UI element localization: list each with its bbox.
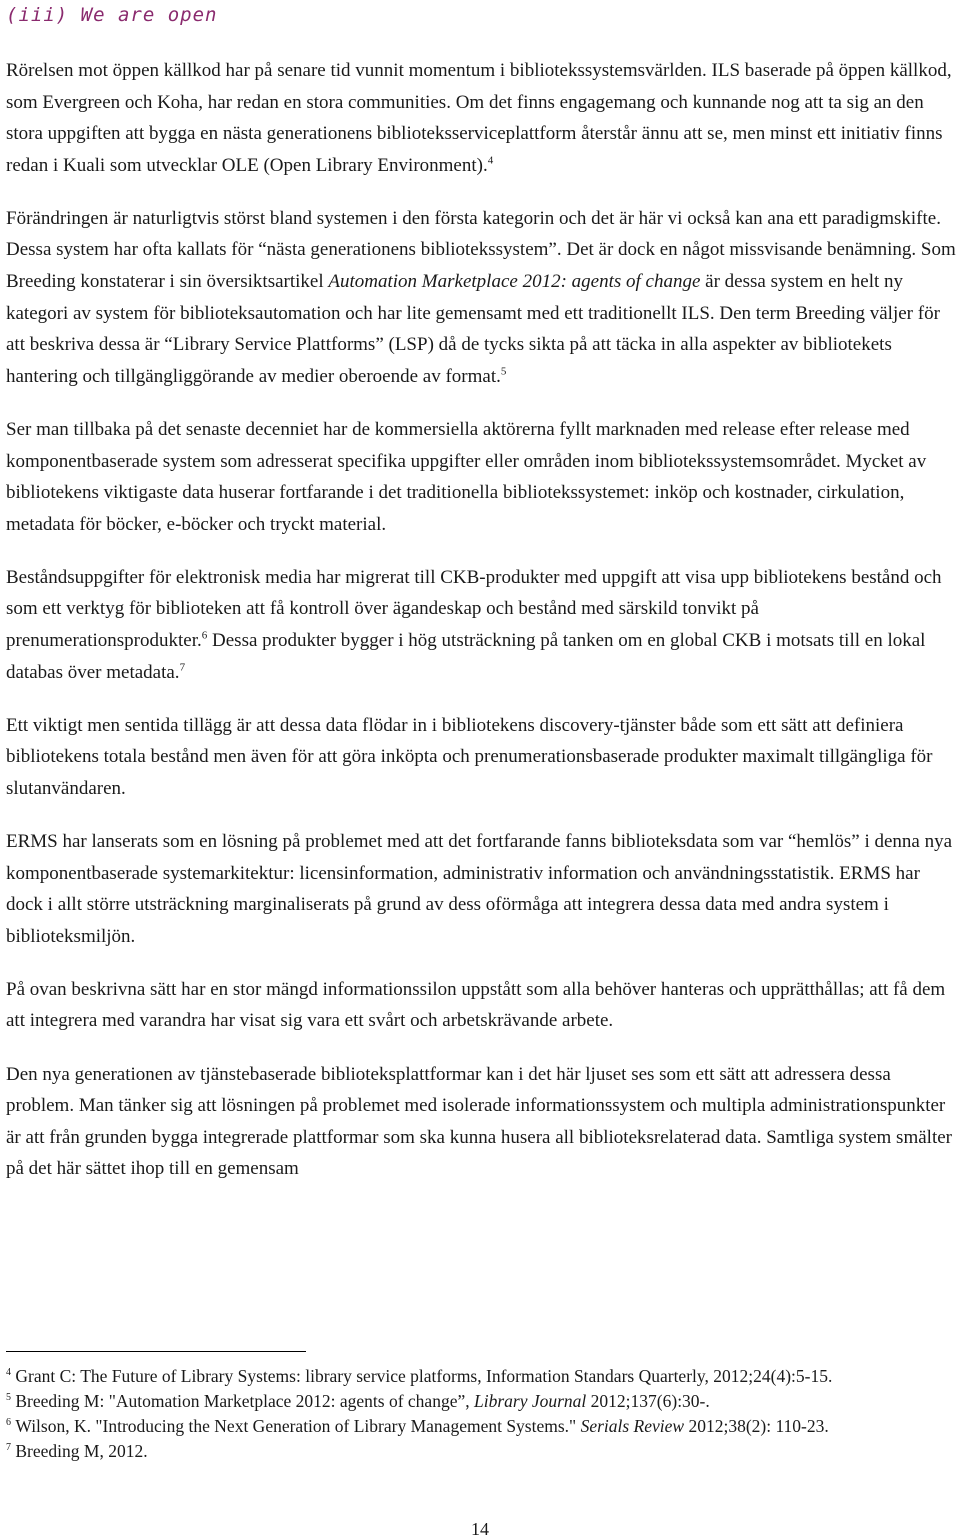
footnote-number: 5 <box>6 1392 11 1404</box>
body-paragraph <box>6 55 956 181</box>
text-run: 2012;137(6):30-. <box>586 1391 710 1411</box>
text-run: Den nya generationen av tjänstebaserade biblioteksplattformar kan i det här ljuset ses som ett sätt att adressera dessa problem. Man tänker sig att lösningen på problemet med isolerade informationssystem och multipla administrationspunkter är att från grunden bygga integrerade plattformar som ska kunna husera all biblioteksrelaterad data. Samtliga system smälter på det här sättet ihop till en gemensam <box>6 1063 952 1180</box>
footnote-entry <box>6 1364 956 1389</box>
body-paragraph <box>6 562 956 688</box>
footnote-marker: 5 <box>500 365 507 378</box>
text-run: är dessa system en helt ny kategori av system för biblioteksautomation och har lite gemensamt med ett traditionellt ILS. Den term Breeding väljer för att beskriva dessa är “Library Service Plattforms” (LSP) då de tycks sikta på att täcka in alla aspekter av bibliotekets hantering och tillgängliggörande av medier oberoende av format. <box>6 271 940 387</box>
body-paragraph <box>6 414 956 540</box>
text-run: Breeding M: "Automation Marketplace 2012: agents of change”, <box>15 1391 474 1411</box>
body-paragraph <box>6 974 956 1037</box>
text-run: Breeding M, 2012. <box>15 1441 148 1461</box>
italic-title: Library Journal <box>473 1391 587 1411</box>
text-run: Wilson, K. "Introducing the Next Generation of Library Management Systems." <box>15 1416 581 1436</box>
text-run: Ett viktigt men sentida tillägg är att dessa data flödar in i bibliotekens discovery-tjänster både som ett sätt att definiera bibliotekens totala bestånd men även för att göra inköpta och prenumerationsbaserade produkter maximalt tillgängliga för slutanvändaren. <box>6 714 933 799</box>
footnote-marker: 6 <box>201 629 208 642</box>
text-run: Ser man tillbaka på det senaste decenniet har de kommersiella aktörerna fyllt marknaden med release efter release med komponentbaserade system som adresserat specifika uppgifter eller områden inom bibliotekssystemsområdet. Mycket av bibliotekens viktigaste data huserar fortfarande i det traditionella bibliotekssystemet: inköp och kostnader, cirkulation, metadata för böcker, e-böcker och tryckt material. <box>6 418 927 535</box>
footnote-marker: 7 <box>179 661 186 674</box>
footnotes <box>6 1364 956 1464</box>
footnote-number: 4 <box>6 1367 11 1379</box>
text-run: Rörelsen mot öppen källkod har på senare tid vunnit momentum i bibliotekssystemsvärlden. ILS baserade på öppen källkod, som Evergreen och Koha, har redan en stora communities. Om det finns engagemang och kunnande nog att ta sig an den stora uppgiften att bygga en nästa generationens biblioteksserviceplattform återstår ännu att se, men minst ett initiativ finns redan i Kuali som utvecklar OLE (Open Library Environment). <box>6 60 952 176</box>
footnote-number: 7 <box>6 1442 11 1454</box>
text-run: På ovan beskrivna sätt har en stor mängd informationssilon uppstått som alla behöver hanteras och upprätthållas; att få dem att integrera med varandra har visat sig vara ett svårt och arbetskrävande arbete. <box>6 978 946 1032</box>
footnote-marker: 4 <box>487 154 494 167</box>
footnote-entry <box>6 1439 956 1464</box>
page-number: 14 <box>471 1519 489 1539</box>
section-heading: (iii) We are open <box>6 4 218 26</box>
text-run: 2012;38(2): 110-23. <box>684 1416 829 1436</box>
italic-title: Automation Marketplace 2012: agents of change <box>328 271 701 293</box>
text-run: Grant C: The Future of Library Systems: library service platforms, Information Standars Quarterly, 2012;24(4):5-15. <box>15 1366 833 1386</box>
body-paragraph <box>6 1059 956 1185</box>
footnote-number: 6 <box>6 1417 11 1429</box>
text-run: Dessa produkter bygger i hög utsträckning på tanken om en global CKB i motsats till en lokal databas över metadata. <box>6 630 926 683</box>
body-paragraph <box>6 826 956 952</box>
footnote-entry <box>6 1389 956 1414</box>
body-paragraph <box>6 710 956 805</box>
text-run: Beståndsuppgifter för elektronisk media har migrerat till CKB-produkter med uppgift att visa upp bibliotekens bestånd och som ett verktyg för biblioteken att få kontroll över ägandeskap och bestånd med särskild tonvikt på prenumerationsprodukter. <box>6 566 942 651</box>
footnote-separator <box>6 1351 306 1352</box>
italic-title: Serials Review <box>580 1416 685 1436</box>
body-text <box>6 55 956 1206</box>
footnote-entry <box>6 1414 956 1439</box>
text-run: ERMS har lanserats som en lösning på problemet med att det fortfarande fanns biblioteksdata som var “hemlös” i denna nya komponentbaserade systemarkitektur: licensinformation, administrativ information och användningsstatistik. ERMS har dock i allt större utsträckning marginaliserats på grund av dess oförmåga att integrera dessa data med andra system i biblioteksmiljön. <box>6 830 953 947</box>
text-run: Förändringen är naturligtvis störst bland systemen i den första kategorin och det är här vi också kan ana ett paradigmskifte. Dessa system har ofta kallats för “nästa generationens bibliotekssystem”. Det är dock en något missvisande benämning. Som Breeding konstaterar i sin översiktsartikel <box>6 207 956 293</box>
body-paragraph <box>6 203 956 393</box>
